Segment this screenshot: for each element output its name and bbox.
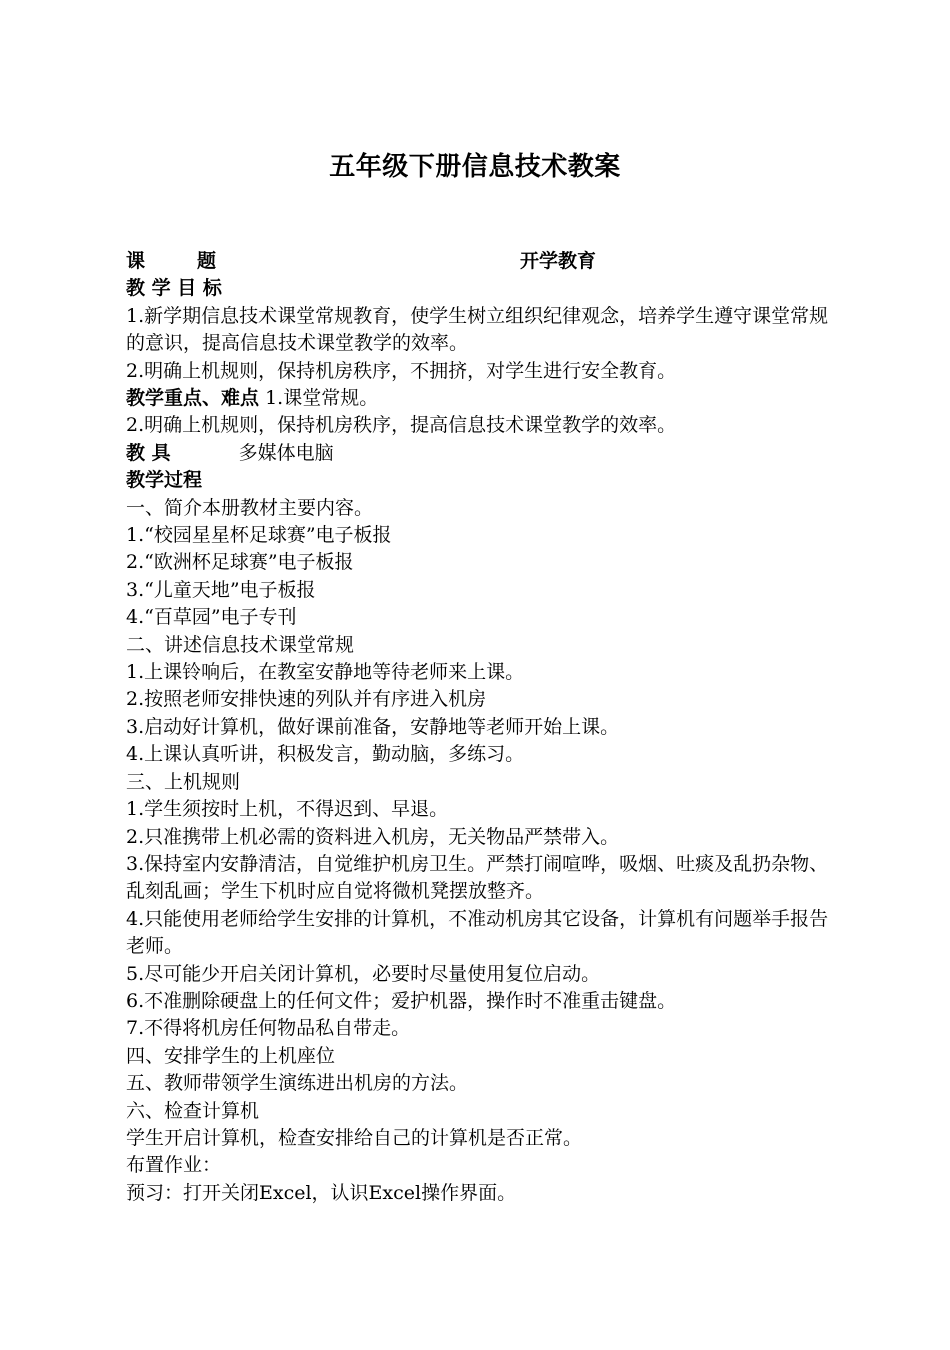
lesson-plan-body bbox=[126, 248, 830, 1207]
key-points-row bbox=[126, 385, 830, 412]
tools-row bbox=[126, 440, 830, 467]
process-line: 3.保持室内安静清洁，自觉维护机房卫生。严禁打闹喧哗，吸烟、吐痰及乱扔杂物、乱刻乱画；学生下机时应自觉将微机凳摆放整齐。 bbox=[126, 852, 829, 903]
process-line: 3.启动好计算机，做好课前准备，安静地等老师开始上课。 bbox=[126, 715, 620, 738]
document-title: 五年级下册信息技术教案 bbox=[329, 152, 621, 182]
process-line: 学生开启计算机，检查安排给自己的计算机是否正常。 bbox=[126, 1126, 583, 1149]
topic-label bbox=[126, 248, 216, 275]
homework-label: 布置作业： bbox=[126, 1154, 222, 1177]
topic-label-char-1: 课 bbox=[126, 250, 146, 272]
objective-line-1: 1.新学期信息技术课堂常规教育，使学生树立组织纪律观念，培养学生遵守课堂常规的意识，提高信息技术课堂教学的效率。 bbox=[126, 304, 829, 355]
process-line: 1.学生须按时上机，不得迟到、早退。 bbox=[126, 798, 449, 821]
key-point-1: 1.课堂常规。 bbox=[265, 387, 379, 410]
objective-line-2: 2.明确上机规则，保持机房秩序，不拥挤，对学生进行安全教育。 bbox=[126, 359, 677, 382]
tools-label: 教 具 bbox=[126, 441, 171, 464]
objectives-label: 教 学 目 标 bbox=[126, 277, 222, 300]
topic-row bbox=[126, 248, 830, 275]
process-line: 六、检查计算机 bbox=[126, 1099, 260, 1122]
key-points-label: 教学重点、难点 bbox=[126, 387, 260, 410]
process-line: 一、简介本册教材主要内容。 bbox=[126, 496, 374, 519]
process-line: 四、安排学生的上机座位 bbox=[126, 1044, 336, 1067]
process-line: 2.“欧洲杯足球赛”电子板报 bbox=[126, 551, 354, 574]
process-line: 5.尽可能少开启关闭计算机，必要时尽量使用复位启动。 bbox=[126, 962, 601, 985]
process-line: 4.只能使用老师给学生安排的计算机，不准动机房其它设备，计算机有问题举手报告老师。 bbox=[126, 907, 829, 958]
process-line: 二、讲述信息技术课堂常规 bbox=[126, 633, 355, 656]
process-line: 三、上机规则 bbox=[126, 770, 241, 793]
process-line: 1.“校园星星杯足球赛”电子板报 bbox=[126, 524, 392, 547]
process-line: 6.不准删除硬盘上的任何文件；爱护机器，操作时不准重击键盘。 bbox=[126, 989, 677, 1012]
process-line: 2.按照老师安排快速的列队并有序进入机房 bbox=[126, 688, 487, 711]
homework-line: 预习：打开关闭Excel，认识Excel操作界面。 bbox=[126, 1181, 517, 1204]
process-line: 2.只准携带上机必需的资料进入机房，无关物品严禁带入。 bbox=[126, 825, 620, 848]
process-line: 7.不得将机房任何物品私自带走。 bbox=[126, 1017, 411, 1040]
tools-value: 多媒体电脑 bbox=[238, 441, 334, 464]
process-line: 4.上课认真听讲，积极发言，勤动脑，多练习。 bbox=[126, 743, 525, 766]
process-label: 教学过程 bbox=[126, 469, 203, 492]
topic-value: 开学教育 bbox=[520, 250, 597, 272]
process-line: 五、教师带领学生演练进出机房的方法。 bbox=[126, 1072, 469, 1095]
process-line: 4.“百草园”电子专刊 bbox=[126, 606, 297, 629]
process-line: 3.“儿童天地”电子板报 bbox=[126, 578, 316, 601]
process-line: 1.上课铃响后，在教室安静地等待老师来上课。 bbox=[126, 661, 525, 684]
topic-label-char-2: 题 bbox=[197, 250, 217, 272]
key-point-2: 2.明确上机规则，保持机房秩序，提高信息技术课堂教学的效率。 bbox=[126, 414, 677, 437]
